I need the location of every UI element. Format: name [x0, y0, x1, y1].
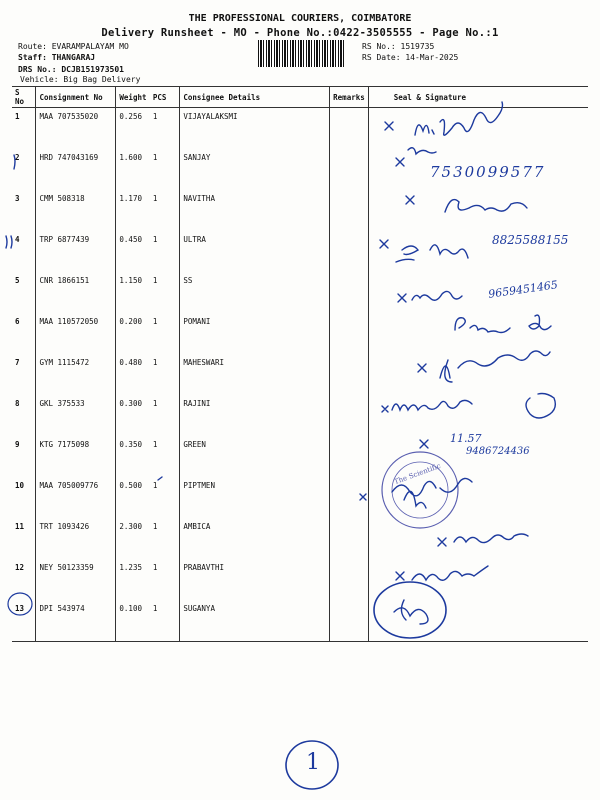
handwritten-phone-row4: 8825588155	[492, 233, 569, 247]
signature-row13	[394, 600, 428, 624]
col-weight: Weight	[116, 87, 150, 108]
row-weight: 0.450	[116, 231, 150, 272]
margin-mark-row4	[6, 236, 12, 248]
row-weight: 2.300	[116, 518, 150, 559]
handwritten-phone-row5: 9659451465	[487, 278, 559, 301]
signature-row4	[380, 240, 468, 262]
row-pcs: 1	[152, 563, 158, 572]
margin-mark-row2	[14, 155, 15, 169]
row-weight: 0.256	[116, 108, 150, 150]
signature-row8	[382, 394, 555, 419]
row-consignment: MAA 110572050	[36, 313, 116, 354]
row-pcs: 1	[152, 317, 158, 326]
row-sno: 3	[15, 194, 20, 203]
row-pcs: 1	[152, 399, 158, 408]
row-weight: 0.480	[116, 354, 150, 395]
row-consignment: TRT 1093426	[36, 518, 116, 559]
row-weight: 1.600	[116, 149, 150, 190]
row-sno: 12	[15, 563, 25, 572]
row-consignment: DPI 543974	[36, 600, 116, 642]
signature-row13-circle	[374, 582, 446, 638]
row-sno: 1	[15, 112, 20, 121]
row-pcs: 1	[150, 600, 180, 642]
rs-date-value: 14-Mar-2025	[405, 53, 459, 62]
stamp-text: The Scientific	[393, 461, 442, 487]
row-consignee: GREEN	[180, 436, 330, 477]
vehicle-value: Big Bag Delivery	[63, 75, 141, 84]
row-sno: 11	[15, 522, 25, 531]
col-remarks: Remarks	[330, 87, 369, 108]
rs-no-label: RS No.:	[362, 42, 396, 51]
row-consignment: CNR 1866151	[36, 272, 116, 313]
bottom-circle-number: 1	[306, 750, 320, 775]
row-weight: 0.200	[116, 313, 150, 354]
row-sno: 5	[15, 276, 20, 285]
handwritten-phone-row2: 7530099577	[430, 163, 546, 181]
row-pcs: 1	[152, 440, 158, 449]
row-pcs: 1	[152, 153, 158, 162]
handwritten-phone-row9: 9486724436	[466, 446, 530, 457]
row-pcs: 1	[152, 194, 158, 203]
staff-value: THANGARAJ	[51, 53, 96, 62]
row-sno: 10	[15, 481, 25, 490]
row-weight: 0.350	[116, 436, 150, 477]
rs-no-value: 1519735	[400, 42, 435, 51]
circle-mark-13	[8, 593, 32, 615]
drs-value: DCJB151973501	[61, 65, 124, 74]
rs-date-label: RS Date:	[362, 53, 401, 62]
row-sno: 7	[15, 358, 20, 367]
col-consignment: Consignment No	[36, 87, 116, 108]
row-consignee: SS	[180, 272, 330, 313]
row-consignment: MAA 705009776	[36, 477, 116, 518]
staff-label: Staff:	[18, 53, 47, 62]
row-sno: 9	[15, 440, 20, 449]
signature-row5	[398, 291, 462, 302]
row-consignment: GKL 375533	[36, 395, 116, 436]
row-consignee: SUGANYA	[180, 600, 330, 642]
vehicle-label: Vehicle:	[20, 75, 59, 84]
row-consignee: PIPTMEN	[180, 477, 330, 518]
row-consignment: TRP 6877439	[36, 231, 116, 272]
signature-row12	[396, 566, 488, 580]
row-sno: 13	[12, 600, 36, 642]
row-consignee: SANJAY	[180, 149, 330, 190]
row-consignee: ULTRA	[180, 231, 330, 272]
col-consignee: Consignee Details	[180, 87, 330, 108]
row-sno: 8	[15, 399, 20, 408]
signature-row1	[385, 102, 503, 135]
signature-row9	[420, 440, 428, 448]
row-sno: 4	[15, 235, 20, 244]
signature-row3	[406, 196, 527, 212]
row-consignment: KTG 7175098	[36, 436, 116, 477]
signature-row7	[418, 351, 550, 382]
row-consignee: NAVITHA	[180, 190, 330, 231]
route-value: EVARAMPALAYAM MO	[51, 42, 129, 51]
handwritten-note-row9: 11.57	[450, 432, 482, 445]
row-pcs: 1	[152, 112, 158, 121]
row-sno: 2	[15, 153, 20, 162]
signature-row2	[396, 148, 436, 166]
col-seal-signature: Seal & Signature	[368, 87, 588, 108]
row-weight: 1.150	[116, 272, 150, 313]
route-label: Route:	[18, 42, 47, 51]
row-consignment: NEY 50123359	[36, 559, 116, 600]
col-pcs: PCS	[150, 87, 180, 108]
row-consignee: POMANI	[180, 313, 330, 354]
signature-row6	[455, 315, 551, 332]
row-pcs: 1	[152, 481, 158, 490]
row-weight: 0.100	[116, 600, 150, 642]
row-weight: 1.235	[116, 559, 150, 600]
row-weight: 0.300	[116, 395, 150, 436]
runsheet-subtitle: Delivery Runsheet - MO - Phone No.:0422-3505555 - Page No.:1	[101, 27, 499, 39]
row-consignment: CMM 508318	[36, 190, 116, 231]
row-consignee: PRABAVTHI	[180, 559, 330, 600]
row-consignment: HRD 747043169	[36, 149, 116, 190]
row-consignee: RAJINI	[180, 395, 330, 436]
row-consignment: MAA 707535020	[36, 108, 116, 150]
row-consignment: GYM 1115472	[36, 354, 116, 395]
signature-row10	[392, 481, 436, 508]
row-sno: 6	[15, 317, 20, 326]
signature-row11	[438, 534, 528, 546]
row-pcs: 1	[152, 522, 158, 531]
col-sno: S No	[12, 87, 36, 108]
row-pcs: 1	[152, 235, 158, 244]
row-consignee: MAHESWARI	[180, 354, 330, 395]
row-pcs: 1	[152, 276, 158, 285]
drs-label: DRS No.:	[18, 65, 57, 74]
row-weight: 1.170	[116, 190, 150, 231]
row-consignee: VIJAYALAKSMI	[180, 108, 330, 150]
row-weight: 0.500	[116, 477, 150, 518]
row-pcs: 1	[152, 358, 158, 367]
company-title: THE PROFESSIONAL COURIERS, COIMBATORE	[188, 13, 412, 24]
row-consignee: AMBICA	[180, 518, 330, 559]
